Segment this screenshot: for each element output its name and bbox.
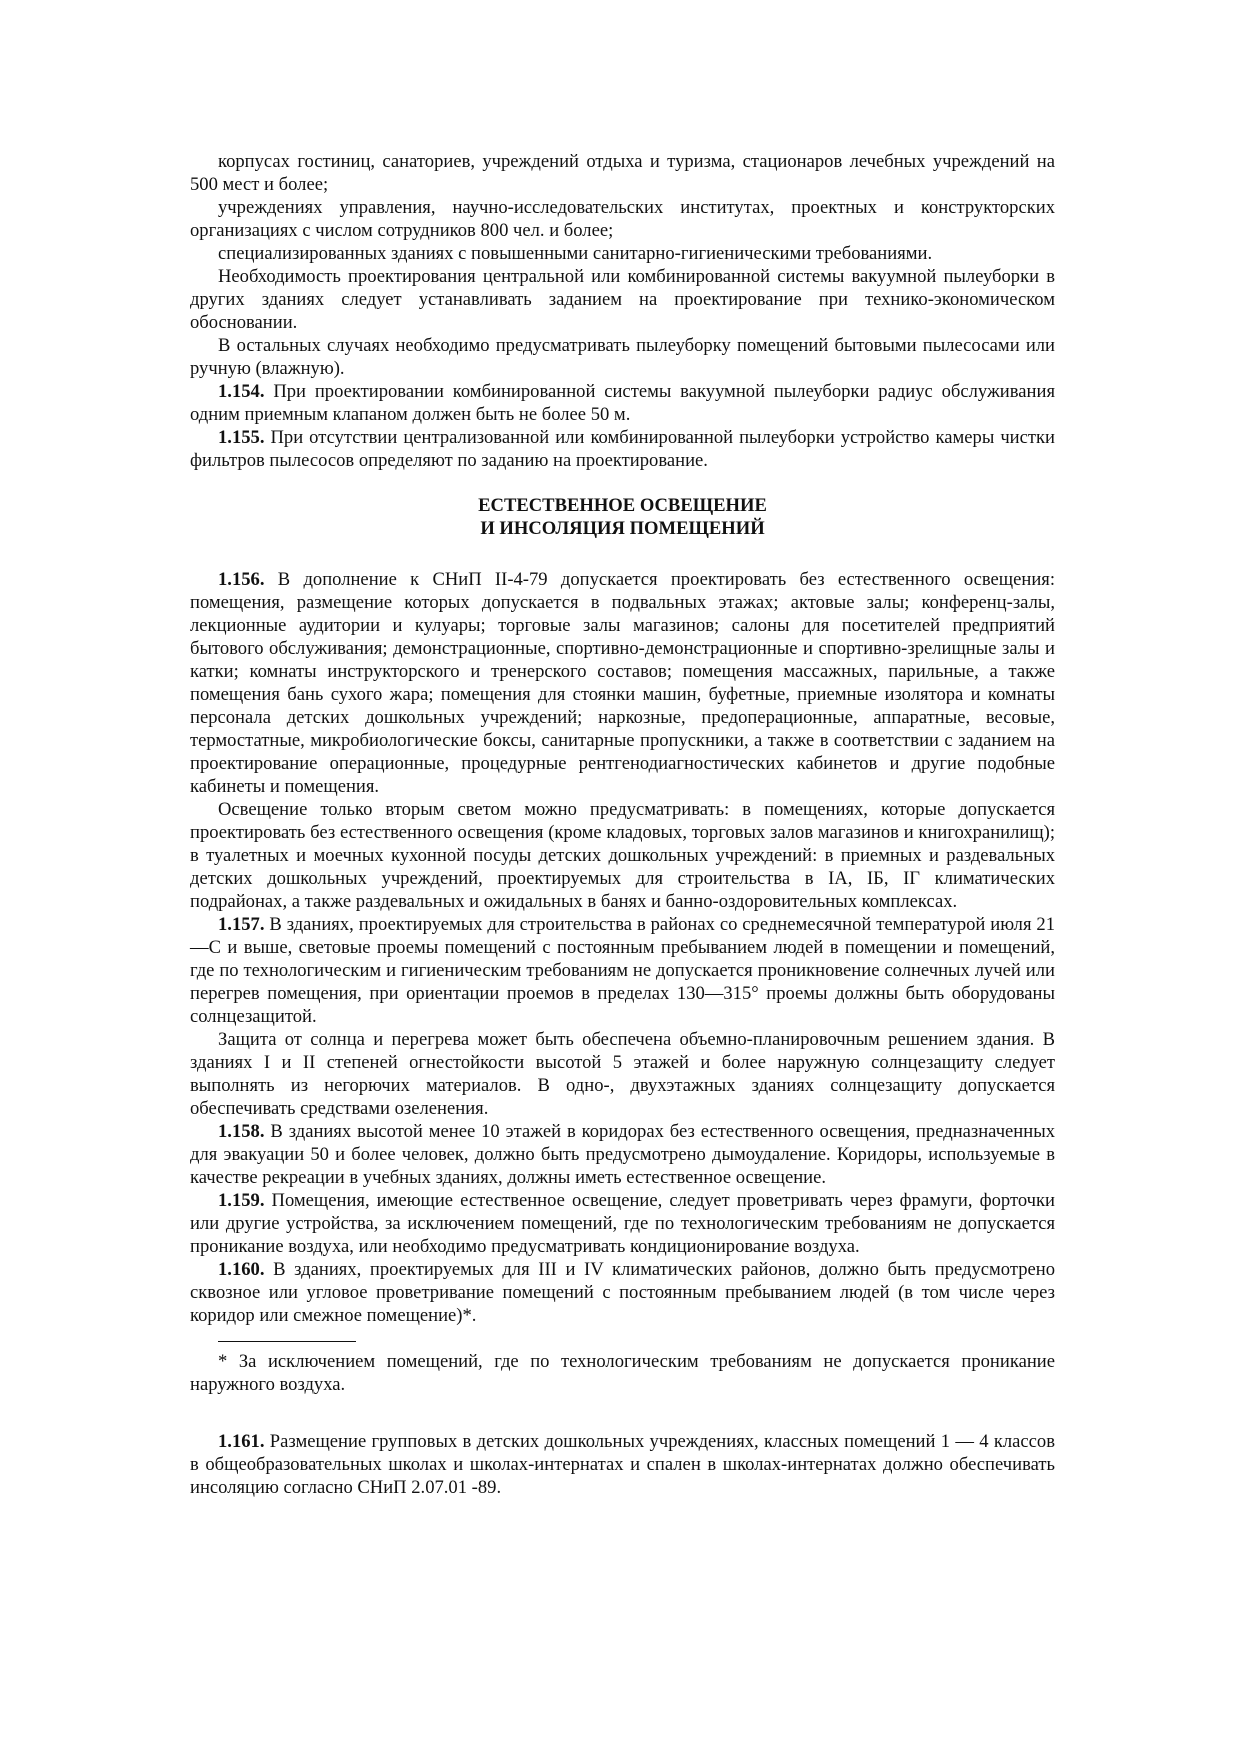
- heading-line-2: И ИНСОЛЯЦИЯ ПОМЕЩЕНИЙ: [480, 518, 765, 539]
- paragraph: [190, 798, 1055, 913]
- paragraph-text: Освещение только вторым светом можно предусматривать: в помещениях, которые допускается проектировать без естественного освещения (кроме кладовых, торговых залов магазинов и книгохранилищ); в туалетных и моечных кухонной посуды детских дошкольных учреждений: в приемных и раздевальных детских дошкольных учреждений, проектируемых для строительства в IA, IБ, IГ климатических подрайонах, а также раздевальных и ожидальных в банях и банно-оздоровительных комплексах.: [190, 799, 1055, 912]
- paragraph-text: В остальных случаях необходимо предусматривать пылеуборку помещений бытовыми пылесосами или ручную (влажную).: [190, 335, 1055, 379]
- paragraph-1-161: [190, 1430, 1055, 1499]
- section-heading: [190, 494, 1055, 540]
- paragraph-text: Защита от солнца и перегрева может быть обеспечена объемно-планировочным решением здания. В зданиях I и II степеней огнестойкости высотой 5 этажей и более наружную солнцезащиту следует выполнять из негорючих материалов. В одно-, двухэтажных зданиях солнцезащиту допускается обеспечивать средствами озеленения.: [190, 1029, 1055, 1119]
- paragraph-text: Необходимость проектирования центральной или комбинированной системы вакуумной пылеуборки в других зданиях следует устанавливать заданием на проектирование при технико-экономическом обосновании.: [190, 266, 1055, 333]
- paragraph-text: В дополнение к СНиП II-4-79 допускается проектировать без естественного освещения: помещения, размещение которых допускается в подвальных этажах; актовые залы; конференц-залы, лекционные аудитории и кулуары; торговые залы магазинов; салоны для посетителей предприятий бытового обслуживания; демонстрационные, спортивно-демонстрационные и спортивно-зрелищные залы и катки; комнаты инструкторского и тренерского составов; помещения массажных, парильные, а также помещения бань сухого жара; помещения для стоянки машин, буфетные, приемные изолятора и комнаты персонала детских дошкольных учреждений; наркозные, предоперационные, аппаратные, весовые, термостатные, микробиологические боксы, санитарные пропускники, а также в соответствии с заданием на проектирование операционные, процедурные рентгенодиагностических кабинетов и другие подобные кабинеты и помещения.: [190, 569, 1055, 797]
- clause-number: 1.161.: [218, 1431, 265, 1452]
- paragraph: [190, 913, 1055, 1028]
- clause-number: 1.158.: [218, 1121, 265, 1142]
- paragraph: [190, 242, 1055, 265]
- paragraph: [190, 568, 1055, 798]
- paragraph-text: специализированных зданиях с повышенными санитарно-гигиеническими требованиями.: [218, 243, 933, 264]
- paragraph: [190, 1120, 1055, 1189]
- paragraph: [190, 380, 1055, 426]
- paragraph: [190, 426, 1055, 472]
- clause-number: 1.156.: [218, 569, 265, 590]
- footnote: * За исключением помещений, где по технологическим требованиям не допускается проникание наружного воздуха.: [190, 1351, 1055, 1395]
- paragraph-text: В зданиях, проектируемых для строительства в районах со среднемесячной температурой июля 21 —С и выше, световые проемы помещений с постоянным пребыванием людей в помещении и помещений, где по технологическим и гигиеническим требованиям не допускается проникновение солнечных лучей или перегрев помещения, при ориентации проемов в пределах 130—315° проемы должны быть оборудованы солнцезащитой.: [190, 914, 1055, 1027]
- paragraph: [190, 196, 1055, 242]
- paragraph: [190, 150, 1055, 196]
- paragraph-text: При отсутствии централизованной или комбинированной пылеуборки устройство камеры чистки фильтров пылесосов определяют по заданию на проектирование.: [190, 427, 1055, 471]
- clause-number: 1.157.: [218, 914, 265, 935]
- paragraph-text: Размещение групповых в детских дошкольных учреждениях, классных помещений 1 — 4 классов в общеобразовательных школах и школах-интернатах и спален в школах-интернатах должно обеспечивать инсоляцию согласно СНиП 2.07.01 -89.: [190, 1431, 1055, 1498]
- paragraph-text: учреждениях управления, научно-исследовательских институтах, проектных и конструкторских организациях с числом сотрудников 800 чел. и более;: [190, 197, 1055, 241]
- paragraph-text: корпусах гостиниц, санаториев, учреждений отдыха и туризма, стационаров лечебных учреждений на 500 мест и более;: [190, 151, 1055, 195]
- clause-number: 1.160.: [218, 1259, 265, 1280]
- clause-number: 1.159.: [218, 1190, 265, 1211]
- paragraph-text: В зданиях, проектируемых для III и IV климатических районов, должно быть предусмотрено сквозное или угловое проветривание помещений с постоянным пребыванием людей (в том числе через коридор или смежное помещение)*.: [190, 1259, 1055, 1326]
- paragraph-text: При проектировании комбинированной системы вакуумной пылеуборки радиус обслуживания одним приемным клапаном должен быть не более 50 м.: [190, 381, 1055, 425]
- heading-line-1: ЕСТЕСТВЕННОЕ ОСВЕЩЕНИЕ: [478, 495, 767, 516]
- paragraph-text: Помещения, имеющие естественное освещение, следует проветривать через фрамуги, форточки или другие устройства, за исключением помещений, где по технологическим требованиям не допускается проникание воздуха, или необходимо предусматривать кондиционирование воздуха.: [190, 1190, 1055, 1257]
- paragraph: [190, 1258, 1055, 1327]
- footnote-separator: [218, 1341, 356, 1342]
- paragraph: [190, 1189, 1055, 1258]
- paragraph: [190, 265, 1055, 334]
- clause-number: 1.154.: [218, 381, 265, 402]
- paragraph: [190, 334, 1055, 380]
- section-natural-lighting: [190, 568, 1055, 1327]
- paragraph-text: В зданиях высотой менее 10 этажей в коридорах без естественного освещения, предназначенных для эвакуации 50 и более человек, должно быть предусмотрено дымоудаление. Коридоры, используемые в качестве рекреации в учебных зданиях, должны иметь естественное освещение.: [190, 1121, 1055, 1188]
- document-page: [190, 150, 1055, 1499]
- section-vacuum-cleaning: [190, 150, 1055, 472]
- clause-number: 1.155.: [218, 427, 265, 448]
- paragraph: [190, 1028, 1055, 1120]
